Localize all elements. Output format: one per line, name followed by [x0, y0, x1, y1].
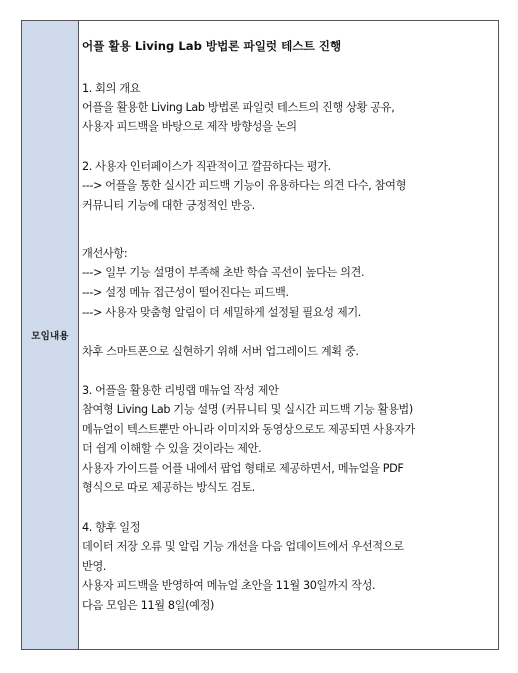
improvement-item: ---> 사용자 맞춤형 알림이 더 세밀하게 설정될 필요성 제기. [82, 306, 361, 319]
section-4-line: 반영. [82, 560, 107, 573]
section-3-line: 형식으로 따로 제공하는 방식도 검토. [82, 481, 255, 494]
section-3-line: 사용자 가이드를 어플 내에서 팝업 형태로 제공하면서, 메뉴얼을 PDF [82, 462, 404, 475]
section-1-line: 어플을 활용한 Living Lab 방법론 파일럿 테스트의 진행 상황 공유, [82, 101, 395, 114]
section-2-line: 커뮤니티 기능에 대한 긍정적인 반응. [82, 199, 255, 212]
section-3-line: 참여형 Living Lab 기능 설명 (커뮤니티 및 실시간 피드백 기능 활용법) [82, 403, 413, 416]
meeting-content-cell [79, 21, 498, 649]
section-1-line: 사용자 피드백을 바탕으로 제작 방향성을 논의 [82, 120, 297, 133]
improvements-heading: 개선사항: [82, 247, 128, 260]
improvement-item: ---> 일부 기능 설명이 부족해 초반 학습 곡선이 높다는 의견. [82, 266, 365, 279]
section-4-line: 다음 모임은 11월 8일(예정) [82, 599, 215, 612]
document-title: 어플 활용 Living Lab 방법론 파일럿 테스트 진행 [82, 39, 342, 53]
section-4-line: 사용자 피드백을 반영하여 메뉴얼 초안을 11월 30일까지 작성. [82, 579, 376, 592]
row-label: 모임내용 [31, 331, 69, 342]
section-2-heading: 2. 사용자 인터페이스가 직관적이고 깔끔하다는 평가. [82, 160, 331, 173]
section-4-heading: 4. 향후 일정 [82, 521, 141, 534]
section-3-heading: 3. 어플을 활용한 리빙랩 매뉴얼 작성 제안 [82, 384, 279, 397]
section-3-line: 메뉴얼이 텍스트뿐만 아니라 이미지와 동영상으로도 제공되면 사용자가 [82, 423, 415, 436]
improvement-item: ---> 설정 메뉴 접근성이 떨어진다는 피드백. [82, 286, 289, 299]
meeting-notes-table [21, 20, 499, 650]
section-2-line: ---> 어플을 통한 실시간 피드백 기능이 유용하다는 의견 다수, 참여형 [82, 179, 407, 192]
section-3-line: 더 쉽게 이해할 수 있을 것이라는 제안. [82, 442, 262, 455]
section-1-heading: 1. 회의 개요 [82, 82, 141, 95]
row-label-cell [22, 21, 79, 649]
upgrade-plan: 차후 스마트폰으로 실현하기 위해 서버 업그레이드 계획 중. [82, 345, 359, 358]
section-4-line: 데이터 저장 오류 및 알림 기능 개선을 다음 업데이트에서 우선적으로 [82, 540, 404, 553]
